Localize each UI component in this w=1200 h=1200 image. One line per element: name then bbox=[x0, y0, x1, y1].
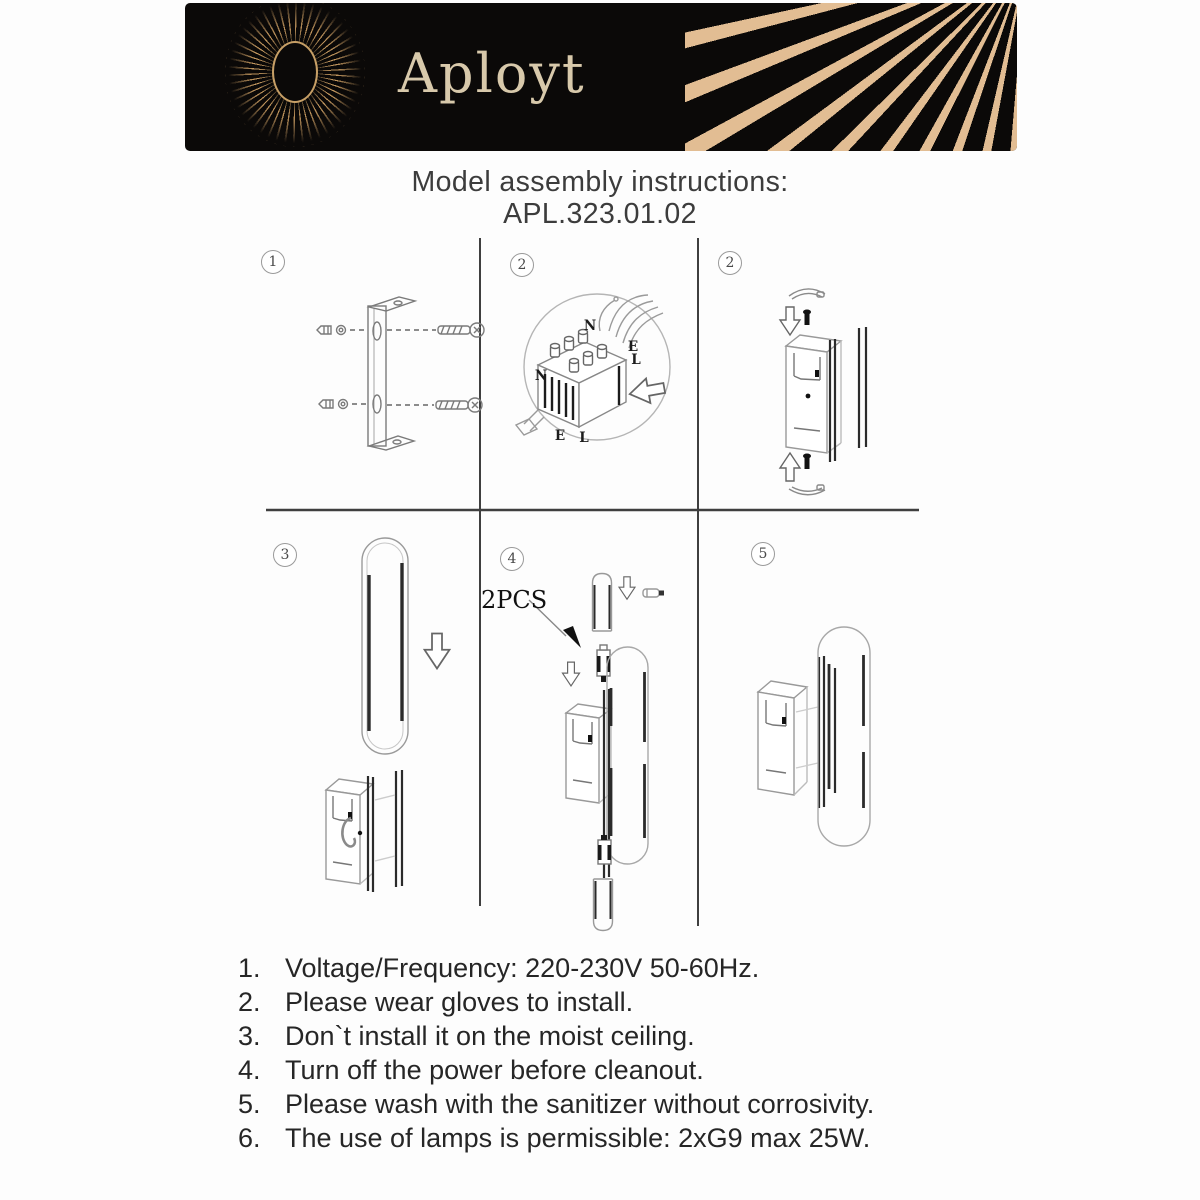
item-number: 6. bbox=[238, 1123, 261, 1153]
step2-wiring-diagram bbox=[516, 294, 670, 440]
quantity-label: 2PCS bbox=[481, 586, 548, 614]
item-number: 4. bbox=[238, 1055, 261, 1085]
item-text: Please wear gloves to install. bbox=[285, 987, 634, 1017]
wire-label-e-bottom: E bbox=[554, 428, 566, 444]
instruction-item bbox=[238, 988, 874, 1016]
item-number: 1. bbox=[238, 953, 261, 983]
step3-ring-diagram bbox=[326, 538, 450, 892]
wire-label-e-right: E bbox=[627, 339, 639, 355]
wire-label-l-right: L bbox=[631, 352, 641, 368]
step5-assembled-diagram bbox=[758, 627, 870, 846]
panel-number-badge-2: 2 bbox=[510, 253, 534, 277]
instruction-item bbox=[238, 1090, 874, 1118]
step2-mounting-diagram bbox=[780, 289, 866, 495]
instruction-item bbox=[238, 1022, 874, 1050]
model-number: APL.323.01.02 bbox=[503, 198, 697, 230]
instruction-list bbox=[238, 954, 874, 1158]
item-text: Please wash with the sanitizer without corrosivity. bbox=[285, 1089, 875, 1119]
panel-number-badge-2b: 2 bbox=[718, 251, 742, 275]
panel-number-badge-3: 3 bbox=[273, 543, 297, 567]
page-title: Model assembly instructions: bbox=[411, 166, 789, 198]
item-number: 5. bbox=[238, 1089, 261, 1119]
instruction-item bbox=[238, 1056, 874, 1084]
item-text: Turn off the power before cleanout. bbox=[285, 1055, 704, 1085]
panel-number-badge-4: 4 bbox=[500, 547, 524, 571]
wire-label-n-top: N bbox=[583, 318, 597, 334]
instruction-item bbox=[238, 954, 874, 982]
item-text: The use of lamps is permissible: 2xG9 max 25W. bbox=[285, 1123, 871, 1153]
step1-bracket-diagram bbox=[317, 297, 484, 450]
item-text: Don`t install it on the moist ceiling. bbox=[285, 1021, 695, 1051]
item-number: 2. bbox=[238, 987, 261, 1017]
item-number: 3. bbox=[238, 1021, 261, 1051]
wire-label-l-bottom: L bbox=[579, 430, 589, 446]
instruction-item bbox=[238, 1124, 874, 1152]
item-text: Voltage/Frequency: 220-230V 50-60Hz. bbox=[285, 953, 760, 983]
step4-lamps-diagram bbox=[529, 574, 664, 931]
wire-label-n-left: N bbox=[534, 368, 548, 384]
brand-name: Aployt bbox=[398, 42, 586, 105]
panel-number-badge-1: 1 bbox=[261, 250, 285, 274]
panel-number-badge-5: 5 bbox=[751, 542, 775, 566]
